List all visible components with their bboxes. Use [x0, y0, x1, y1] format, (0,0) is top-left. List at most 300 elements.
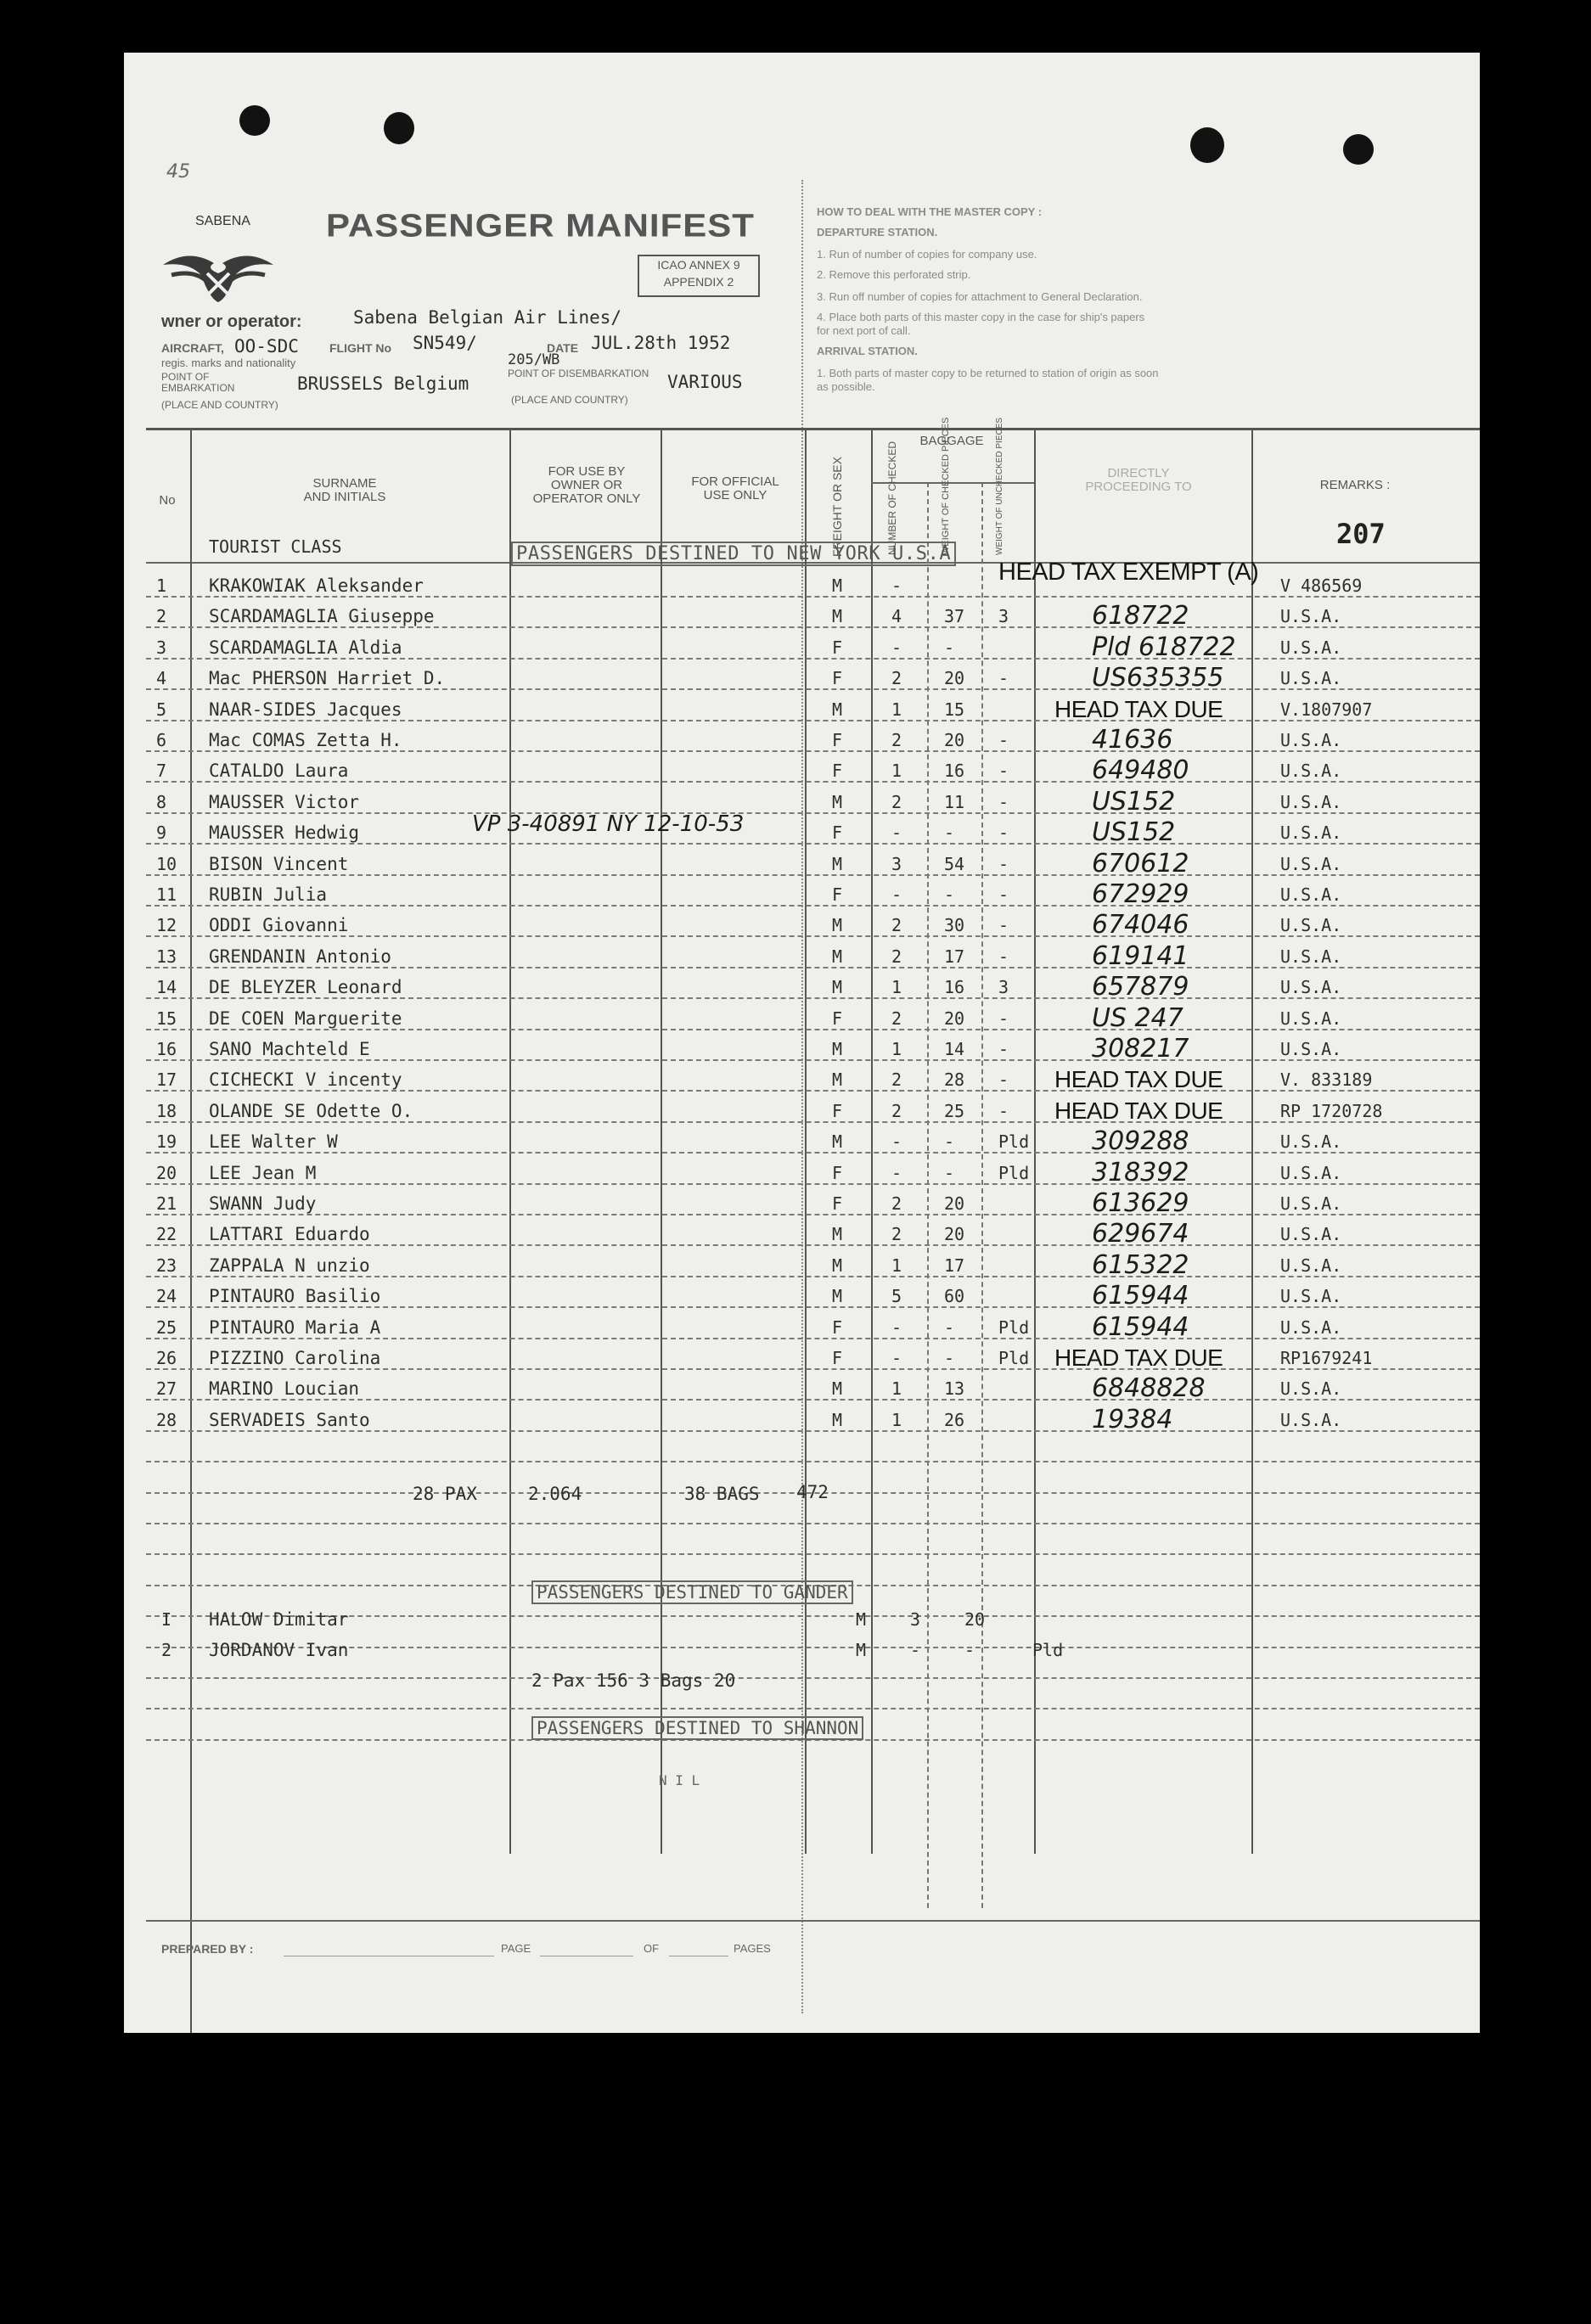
bag-count: 2 — [891, 1224, 902, 1245]
flight-value: SN549/ — [413, 333, 477, 353]
bag-count: 3 — [891, 853, 902, 874]
passenger-name: LEE Walter W — [209, 1131, 338, 1153]
form-title: PASSENGER MANIFEST — [326, 207, 755, 244]
passenger-name: PINTAURO Basilio — [209, 1286, 381, 1307]
passenger-sex: M — [832, 699, 843, 720]
row-line — [146, 781, 1480, 783]
aircraft-value: OO-SDC — [234, 336, 299, 356]
row-line — [146, 750, 1480, 752]
bag-count: 2 — [891, 668, 902, 689]
passenger-sex: F — [832, 1162, 843, 1183]
passenger-name: JORDANOV Ivan — [209, 1640, 349, 1660]
row-number: 10 — [156, 853, 177, 874]
passenger-sex: F — [832, 761, 843, 782]
bag-weight: 15 — [944, 699, 965, 720]
passenger-sex: F — [832, 1348, 843, 1368]
row-number: 5 — [156, 699, 167, 720]
col-line — [871, 428, 873, 1854]
instruction-line: 2. Remove this perforated strip. — [817, 268, 971, 281]
row-line — [146, 812, 1480, 814]
proceeding-number: 657879 — [1092, 972, 1189, 1002]
bag-count: 1 — [891, 1378, 902, 1400]
proceeding-number: 615944 — [1092, 1281, 1189, 1311]
bag-weight: - — [964, 1640, 975, 1660]
row-number: 13 — [156, 946, 177, 967]
passenger-sex: F — [832, 668, 843, 689]
col-official-use: FOR OFFICIAL USE ONLY — [691, 474, 779, 502]
bag-count: 2 — [891, 730, 902, 750]
row-line — [146, 1306, 1480, 1308]
bag-weight: - — [944, 637, 955, 658]
remarks: U.S.A. — [1280, 668, 1342, 689]
passenger-name: MARINO Loucian — [209, 1378, 360, 1400]
passenger-name: LEE Jean M — [209, 1162, 317, 1183]
row-line — [146, 1708, 1480, 1709]
proceeding-number: 674046 — [1092, 910, 1189, 940]
punch-hole-2 — [384, 112, 414, 144]
unchecked-weight: 3 — [998, 606, 1009, 627]
remarks: U.S.A. — [1280, 1224, 1342, 1245]
punch-hole-1 — [239, 105, 270, 136]
proceeding-number: 309288 — [1092, 1126, 1189, 1157]
instruction-line: ARRIVAL STATION. — [817, 345, 918, 357]
row-line — [146, 1029, 1480, 1030]
unchecked-weight: - — [998, 761, 1009, 782]
bag-weight: 20 — [944, 668, 965, 689]
remarks: U.S.A. — [1280, 822, 1342, 844]
passenger-sex: M — [856, 1640, 867, 1660]
row-line — [146, 1214, 1480, 1215]
proceeding-number: 672929 — [1092, 879, 1189, 909]
row-line — [146, 720, 1480, 721]
bag-weight: 17 — [944, 946, 965, 967]
row-number: 7 — [156, 761, 167, 782]
unchecked-weight: - — [998, 668, 1009, 689]
proceeding-number: 6848828 — [1092, 1373, 1206, 1404]
passenger-name: CATALDO Laura — [209, 761, 349, 782]
unchecked-weight: - — [998, 1100, 1009, 1121]
remarks: U.S.A. — [1280, 915, 1342, 936]
row-line — [146, 1338, 1480, 1339]
row-line — [146, 1523, 1480, 1524]
row-line — [146, 843, 1480, 845]
passenger-name: PINTAURO Maria A — [209, 1316, 381, 1338]
remarks: V. 833189 — [1280, 1069, 1373, 1091]
bag-weight: 30 — [944, 915, 965, 936]
remarks: U.S.A. — [1280, 946, 1342, 967]
remarks: U.S.A. — [1280, 791, 1342, 812]
bag-count: 1 — [891, 1039, 902, 1059]
totals-pax: 28 PAX — [413, 1484, 477, 1504]
bag-count: - — [891, 575, 902, 596]
row-number: I — [161, 1609, 172, 1630]
proceeding-number: 670612 — [1092, 848, 1189, 879]
passenger-sex: M — [832, 791, 843, 812]
page-number: 45 — [166, 161, 190, 182]
row-number: 15 — [156, 1008, 177, 1029]
unchecked-weight: - — [998, 730, 1009, 750]
proceeding-number: 318392 — [1092, 1157, 1189, 1187]
row-line — [146, 1276, 1480, 1277]
unchecked-weight: - — [998, 915, 1009, 936]
remarks: U.S.A. — [1280, 1409, 1342, 1430]
bag-count: 1 — [891, 1409, 902, 1430]
row-number: 21 — [156, 1193, 177, 1214]
passenger-name: ZAPPALA N unzio — [209, 1255, 370, 1276]
row-number: 6 — [156, 730, 167, 750]
col-owner-use: FOR USE BY OWNER OR OPERATOR ONLY — [532, 464, 641, 506]
passenger-name: DE COEN Marguerite — [209, 1008, 402, 1029]
passenger-name: KRAKOWIAK Aleksander — [209, 575, 424, 596]
proceeding-head-tax-due: HEAD TAX DUE — [1054, 1097, 1223, 1124]
bag-count: 2 — [891, 1193, 902, 1214]
bag-weight: 20 — [944, 730, 965, 750]
remarks: U.S.A. — [1280, 1378, 1342, 1400]
row-line — [146, 1183, 1480, 1185]
col-baggage: BAGGAGE — [919, 434, 984, 448]
unchecked-weight: - — [998, 1039, 1009, 1059]
proceeding-number: 613629 — [1092, 1188, 1189, 1218]
instruction-line: DEPARTURE STATION. — [817, 226, 938, 239]
row-line — [146, 935, 1480, 937]
bag-count: 5 — [891, 1286, 902, 1307]
col-line — [981, 482, 983, 1908]
remarks: RP1679241 — [1280, 1348, 1373, 1368]
bag-weight: 25 — [944, 1100, 965, 1121]
col-weight-checked: WEIGHT OF CHECKED PIECES — [941, 417, 951, 555]
col-number-checked: NUMBER OF CHECKED — [886, 441, 898, 555]
disembark-label: POINT OF DISEMBARKATION — [508, 368, 649, 379]
bag-count: - — [891, 1162, 902, 1183]
col-line — [1251, 428, 1253, 1854]
row-number: 14 — [156, 977, 177, 998]
passenger-sex: M — [832, 1224, 843, 1245]
bag-count: 3 — [910, 1609, 921, 1630]
row-number: 12 — [156, 915, 177, 936]
class-label: TOURIST CLASS — [209, 536, 342, 557]
instruction-line: as possible. — [817, 380, 875, 393]
passenger-sex: M — [832, 977, 843, 998]
col-line — [805, 428, 807, 1854]
col-sex: FREIGHT OR SEX — [830, 457, 844, 557]
passenger-sex: M — [832, 606, 843, 627]
passenger-name: DE BLEYZER Leonard — [209, 977, 402, 998]
row-number: 27 — [156, 1378, 177, 1400]
bag-count: 2 — [891, 915, 902, 936]
remarks: U.S.A. — [1280, 977, 1342, 998]
bag-weight: - — [944, 1348, 955, 1368]
unchecked-weight: Pld — [998, 1348, 1030, 1368]
sabena-logo — [155, 214, 282, 316]
passenger-sex: M — [832, 915, 843, 936]
bag-count: - — [891, 884, 902, 905]
passenger-sex: M — [832, 1069, 843, 1091]
bag-weight: 20 — [944, 1224, 965, 1245]
row-number: 11 — [156, 884, 177, 905]
date-value: JUL.28th 1952 — [591, 333, 731, 353]
proceeding-head-tax-due: HEAD TAX DUE — [1054, 695, 1223, 722]
row-number: 1 — [156, 575, 167, 596]
passenger-name: MAUSSER Victor — [209, 791, 360, 812]
bag-weight: 17 — [944, 1255, 965, 1276]
punch-hole-4 — [1343, 134, 1374, 165]
place-country-2: (PLACE AND COUNTRY) — [511, 394, 628, 406]
owner-label: wner or operator: — [161, 312, 302, 331]
bag-count: 1 — [891, 761, 902, 782]
totals-kg: 472 — [796, 1482, 829, 1502]
punch-hole-3 — [1190, 127, 1224, 163]
row-line — [146, 905, 1480, 907]
unchecked-weight: - — [998, 1069, 1009, 1091]
disembark-value: VARIOUS — [667, 372, 743, 392]
unchecked-weight: - — [998, 853, 1009, 874]
unchecked-weight: - — [998, 822, 1009, 844]
row-line — [146, 1553, 1480, 1555]
row-line — [146, 688, 1480, 690]
row-number: 16 — [156, 1039, 177, 1059]
proceeding-number: 619141 — [1092, 940, 1189, 971]
row-line — [146, 1121, 1480, 1123]
passenger-sex: M — [832, 1039, 843, 1059]
bag-weight: - — [944, 1162, 955, 1183]
remarks: U.S.A. — [1280, 637, 1342, 658]
remarks: U.S.A. — [1280, 1316, 1342, 1338]
bag-weight: - — [944, 822, 955, 844]
bag-weight: 16 — [944, 977, 965, 998]
passenger-name: CICHECKI V incenty — [209, 1069, 402, 1091]
proceeding-number: Pld 618722 — [1092, 632, 1236, 662]
row-number: 25 — [156, 1316, 177, 1338]
bag-weight: 20 — [944, 1008, 965, 1029]
bag-weight: 20 — [964, 1609, 986, 1630]
unchecked-weight: - — [998, 884, 1009, 905]
remarks: U.S.A. — [1280, 884, 1342, 905]
row-line — [146, 1368, 1480, 1370]
passenger-sex: F — [832, 1008, 843, 1029]
passenger-sex: M — [832, 1378, 843, 1400]
unchecked-weight: - — [998, 1008, 1009, 1029]
proceeding-number: US 247 — [1092, 1002, 1183, 1033]
proceeding-head-tax-due: HEAD TAX DUE — [1054, 1344, 1223, 1371]
bag-count: 2 — [891, 1100, 902, 1121]
row-line — [146, 1461, 1480, 1462]
passenger-name: SCARDAMAGLIA Giuseppe — [209, 606, 435, 627]
bag-weight: - — [944, 1316, 955, 1338]
row-number: 9 — [156, 822, 167, 844]
passenger-sex: F — [832, 730, 843, 750]
instruction-line: 1. Run of number of copies for company use. — [817, 248, 1037, 261]
row-line — [146, 626, 1480, 628]
bag-weight: 54 — [944, 853, 965, 874]
passenger-name: MAUSSER Hedwig — [209, 822, 360, 844]
row-line — [146, 874, 1480, 876]
remarks: U.S.A. — [1280, 1162, 1342, 1183]
row-number: 2 — [156, 606, 167, 627]
icao-annex-box: ICAO ANNEX 9 APPENDIX 2 — [638, 255, 760, 297]
proceeding-number: 629674 — [1092, 1219, 1189, 1249]
logo-text: SABENA — [195, 214, 250, 228]
row-number: 3 — [156, 637, 167, 658]
remarks: V.1807907 — [1280, 699, 1373, 720]
bag-weight: 28 — [944, 1069, 965, 1091]
row-number: 22 — [156, 1224, 177, 1245]
sheet-number: 207 — [1336, 518, 1386, 550]
bag-count: 1 — [891, 977, 902, 998]
date-label: DATE — [547, 341, 579, 355]
row-line — [146, 997, 1480, 999]
passenger-name: BISON Vincent — [209, 853, 349, 874]
bag-weight: 20 — [944, 1193, 965, 1214]
remarks: U.S.A. — [1280, 761, 1342, 782]
remarks: U.S.A. — [1280, 1039, 1342, 1059]
unchecked-weight: - — [998, 791, 1009, 812]
proceeding-number: US152 — [1092, 817, 1176, 848]
passenger-sex: M — [832, 946, 843, 967]
passenger-name: PIZZINO Carolina — [209, 1348, 381, 1368]
section-shannon: PASSENGERS DESTINED TO SHANNON — [531, 1716, 863, 1740]
passenger-name: LATTARI Eduardo — [209, 1224, 370, 1245]
row-line — [146, 1430, 1480, 1432]
passenger-sex: M — [856, 1609, 867, 1630]
row-line — [146, 967, 1480, 968]
proceeding-number: 649480 — [1092, 755, 1189, 786]
bag-count: 2 — [891, 791, 902, 812]
passenger-name: SCARDAMAGLIA Aldia — [209, 637, 402, 658]
bag-weight: 13 — [944, 1378, 965, 1400]
passenger-name: SWANN Judy — [209, 1193, 317, 1214]
col-surname: SURNAME AND INITIALS — [303, 476, 386, 504]
passenger-sex: M — [832, 1255, 843, 1276]
totals-gander: 2 Pax 156 3 Bags 20 — [531, 1670, 736, 1691]
unchecked-weight: Pld — [998, 1131, 1030, 1153]
bag-weight: 14 — [944, 1039, 965, 1059]
row-line — [146, 1090, 1480, 1092]
bag-count: 1 — [891, 699, 902, 720]
head-tax-exempt-stamp: HEAD TAX EXEMPT (A) — [998, 559, 1259, 586]
passenger-sex: F — [832, 1193, 843, 1214]
proceeding-number: 615944 — [1092, 1311, 1189, 1342]
col-remarks: REMARKS : — [1319, 478, 1391, 492]
row-line — [146, 1677, 1480, 1679]
row-number: 18 — [156, 1100, 177, 1121]
passenger-sex: F — [832, 1316, 843, 1338]
remarks: U.S.A. — [1280, 1008, 1342, 1029]
prepared-by: PREPARED BY : — [161, 1942, 254, 1956]
proceeding-head-tax-due: HEAD TAX DUE — [1054, 1066, 1223, 1093]
footer-of: OF — [644, 1942, 660, 1955]
unchecked-weight: Pld — [1032, 1640, 1064, 1660]
bag-count: 2 — [891, 1008, 902, 1029]
flight-label: FLIGHT No — [329, 341, 392, 355]
remarks: RP 1720728 — [1280, 1100, 1383, 1121]
passenger-sex: F — [832, 1100, 843, 1121]
passenger-name: ODDI Giovanni — [209, 915, 349, 936]
row-line — [146, 596, 1480, 598]
section-gander: PASSENGERS DESTINED TO GANDER — [531, 1580, 853, 1604]
embark-value: BRUSSELS Belgium — [297, 373, 469, 394]
passenger-name: NAAR-SIDES Jacques — [209, 699, 402, 720]
proceeding-number: 615322 — [1092, 1249, 1189, 1280]
bag-count: - — [891, 1348, 902, 1368]
owner-value: Sabena Belgian Air Lines/ — [353, 307, 622, 328]
passenger-sex: F — [832, 637, 843, 658]
passenger-sex: M — [832, 1286, 843, 1307]
bag-weight: - — [944, 884, 955, 905]
passenger-sex: M — [832, 1409, 843, 1430]
remarks: U.S.A. — [1280, 606, 1342, 627]
regis-label: regis. marks and nationality — [161, 356, 296, 369]
row-line — [146, 1244, 1480, 1246]
instruction-line: 3. Run off number of copies for attachment to General Declaration. — [817, 290, 1143, 303]
row-line — [146, 1152, 1480, 1154]
row-number: 8 — [156, 791, 167, 812]
row-number: 24 — [156, 1286, 177, 1307]
bag-count: 1 — [891, 1255, 902, 1276]
remarks: U.S.A. — [1280, 1286, 1342, 1307]
bag-count: 2 — [891, 1069, 902, 1091]
col-weight-unchecked: WEIGHT OF UNCHECKED PIECES — [995, 417, 1004, 555]
row-number: 17 — [156, 1069, 177, 1091]
row-number: 2 — [161, 1640, 172, 1660]
passenger-sex: M — [832, 1131, 843, 1153]
unchecked-weight: Pld — [998, 1162, 1030, 1183]
bag-count: - — [910, 1640, 921, 1660]
remarks: V 486569 — [1280, 575, 1363, 596]
footer-pages: PAGES — [734, 1942, 771, 1955]
bag-count: 2 — [891, 946, 902, 967]
footer-page: PAGE — [501, 1942, 531, 1955]
passenger-sex: M — [832, 575, 843, 596]
proceeding-number: 41636 — [1092, 725, 1173, 755]
passenger-name: OLANDE SE Odette O. — [209, 1100, 413, 1121]
proceeding-number: 308217 — [1092, 1034, 1189, 1064]
row-number: 20 — [156, 1162, 177, 1183]
instruction-line: 4. Place both parts of this master copy in the case for ship's papers — [817, 311, 1145, 323]
col-line — [927, 482, 929, 1908]
passenger-name: RUBIN Julia — [209, 884, 328, 905]
passenger-sex: F — [832, 884, 843, 905]
passenger-name: Mac COMAS Zetta H. — [209, 730, 402, 750]
bag-count: - — [891, 1131, 902, 1153]
bag-weight: 26 — [944, 1409, 965, 1430]
totals-bags: 38 BAGS — [684, 1484, 760, 1504]
footer-rule — [146, 1920, 1480, 1922]
instruction-line: HOW TO DEAL WITH THE MASTER COPY : — [817, 205, 1043, 218]
row-line — [146, 1399, 1480, 1401]
unchecked-weight: 3 — [998, 977, 1009, 998]
passenger-name: SANO Machteld E — [209, 1039, 370, 1059]
col-line — [661, 428, 662, 1854]
row-line — [146, 1059, 1480, 1061]
row-line — [146, 658, 1480, 660]
col-line — [190, 428, 192, 2033]
bag-count: - — [891, 1316, 902, 1338]
instruction-line: 1. Both parts of master copy to be returned to station of origin as soon — [817, 367, 1159, 379]
bag-count: - — [891, 822, 902, 844]
bag-weight: 16 — [944, 761, 965, 782]
col-no: No — [159, 493, 176, 508]
passenger-name: HALOW Dimitar — [209, 1609, 349, 1630]
unchecked-weight: - — [998, 946, 1009, 967]
flight-sub: 205/WB — [508, 351, 560, 368]
bag-weight: 60 — [944, 1286, 965, 1307]
totals-weight: 2.064 — [528, 1484, 582, 1504]
col-directly: DIRECTLY PROCEEDING TO — [1085, 466, 1192, 494]
remarks: U.S.A. — [1280, 1131, 1342, 1153]
row9-annotation: VP 3-40891 NY 12-10-53 — [472, 811, 745, 837]
aircraft-label: AIRCRAFT, — [161, 341, 224, 355]
passenger-sex: F — [832, 822, 843, 844]
